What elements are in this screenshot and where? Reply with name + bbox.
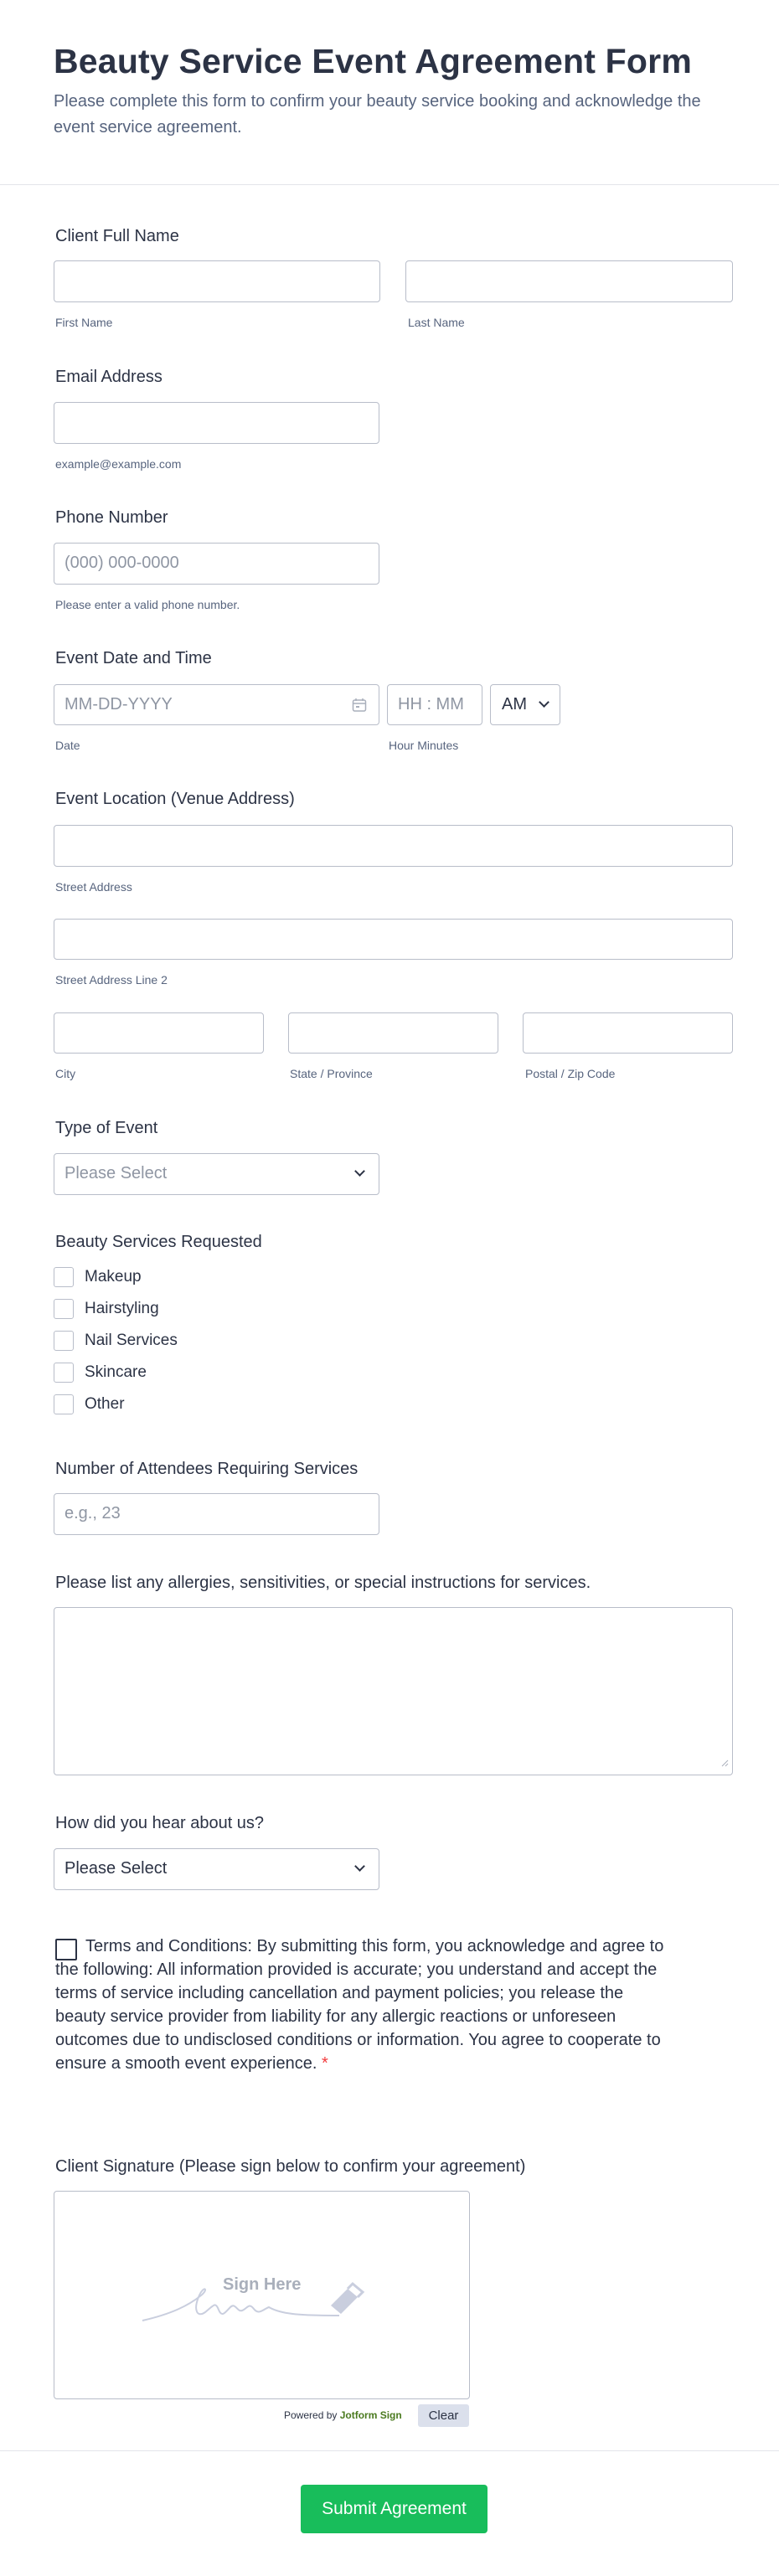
footer-divider bbox=[0, 2450, 779, 2451]
option-label-makeup: Makeup bbox=[85, 1268, 142, 1285]
postal-code-sublabel: Postal / Zip Code bbox=[525, 1067, 616, 1080]
phone-placeholder: (000) 000-0000 bbox=[64, 554, 179, 572]
option-label-other: Other bbox=[85, 1395, 125, 1413]
street-address-line2-sublabel: Street Address Line 2 bbox=[55, 973, 168, 987]
clear-signature-button[interactable]: Clear bbox=[418, 2404, 469, 2427]
option-label-hairstyling: Hairstyling bbox=[85, 1300, 159, 1317]
checkbox-other[interactable] bbox=[54, 1394, 74, 1414]
terms-text-block bbox=[55, 1935, 667, 2075]
checkbox-nail-services[interactable] bbox=[54, 1331, 74, 1351]
city-input[interactable] bbox=[54, 1012, 264, 1054]
date-placeholder: MM-DD-YYYY bbox=[64, 695, 173, 714]
email-input[interactable] bbox=[54, 402, 379, 444]
signature-label: Client Signature (Please sign below to confirm your agreement) bbox=[55, 2157, 526, 2176]
services-label: Beauty Services Requested bbox=[55, 1233, 262, 1251]
location-label: Event Location (Venue Address) bbox=[55, 790, 295, 808]
email-sublabel: example@example.com bbox=[55, 457, 182, 471]
checkbox-hairstyling[interactable] bbox=[54, 1299, 74, 1319]
option-label-skincare: Skincare bbox=[85, 1363, 147, 1381]
state-input[interactable] bbox=[288, 1012, 498, 1054]
referral-value: Please Select bbox=[64, 1859, 168, 1878]
form-title: Beauty Service Event Agreement Form bbox=[54, 42, 692, 80]
first-name-input[interactable] bbox=[54, 260, 380, 302]
time-placeholder: HH : MM bbox=[398, 695, 464, 714]
time-sublabel: Hour Minutes bbox=[389, 739, 459, 752]
terms-text: Terms and Conditions: By submitting this form, you acknowledge and agree to the following: All information provided is accurate; you understand and accept the terms of service including cancellation and payment policies; you release the beauty service provider from liability for any allergic reactions or unforeseen outcomes due to undisclosed conditions or information. You agree to cooperate to ensure a smooth event experience. bbox=[55, 1937, 664, 2073]
last-name-input[interactable] bbox=[405, 260, 733, 302]
form-subtitle: Please complete this form to confirm your beauty service booking and acknowledge the event service agreement. bbox=[54, 92, 701, 137]
checkbox-makeup[interactable] bbox=[54, 1267, 74, 1287]
referral-select[interactable] bbox=[54, 1848, 379, 1890]
required-asterisk: * bbox=[321, 2054, 328, 2073]
client-name-label: Client Full Name bbox=[55, 227, 179, 245]
city-sublabel: City bbox=[55, 1067, 76, 1080]
street-address-sublabel: Street Address bbox=[55, 880, 132, 894]
attendees-placeholder: e.g., 23 bbox=[64, 1504, 121, 1522]
event-type-placeholder: Please Select bbox=[64, 1164, 168, 1182]
event-datetime-label: Event Date and Time bbox=[55, 649, 212, 667]
allergies-textarea[interactable] bbox=[54, 1607, 733, 1775]
sign-here-placeholder: Sign Here bbox=[223, 2275, 302, 2294]
chevron-down-icon bbox=[354, 1166, 365, 1177]
state-sublabel: State / Province bbox=[290, 1067, 373, 1080]
event-date-input[interactable] bbox=[54, 684, 379, 725]
option-label-nail-services: Nail Services bbox=[85, 1332, 178, 1349]
event-time-input[interactable] bbox=[387, 684, 482, 725]
phone-sublabel: Please enter a valid phone number. bbox=[55, 598, 240, 611]
phone-label: Phone Number bbox=[55, 508, 168, 527]
jotform-sign-brand[interactable]: Jotform Sign bbox=[339, 2409, 402, 2421]
first-name-sublabel: First Name bbox=[55, 316, 113, 329]
postal-code-input[interactable] bbox=[523, 1012, 733, 1054]
calendar-icon[interactable] bbox=[352, 698, 367, 717]
attendees-input[interactable] bbox=[54, 1493, 379, 1535]
event-type-label: Type of Event bbox=[55, 1119, 158, 1137]
powered-by-label: Powered by bbox=[284, 2409, 338, 2421]
chevron-down-icon bbox=[539, 697, 549, 708]
phone-input[interactable] bbox=[54, 543, 379, 585]
street-address-input[interactable] bbox=[54, 825, 733, 867]
chevron-down-icon bbox=[354, 1861, 365, 1872]
attendees-label: Number of Attendees Requiring Services bbox=[55, 1460, 359, 1478]
checkbox-skincare[interactable] bbox=[54, 1363, 74, 1383]
submit-agreement-button[interactable]: Submit Agreement bbox=[301, 2485, 488, 2533]
powered-by-text bbox=[284, 2409, 402, 2421]
resize-handle-icon[interactable] bbox=[720, 1756, 729, 1771]
event-type-select[interactable] bbox=[54, 1153, 379, 1195]
signature-pad[interactable] bbox=[54, 2191, 470, 2399]
allergies-label: Please list any allergies, sensitivities, or special instructions for services. bbox=[55, 1574, 591, 1592]
referral-label: How did you hear about us? bbox=[55, 1814, 265, 1832]
last-name-sublabel: Last Name bbox=[408, 316, 465, 329]
header-divider bbox=[0, 184, 779, 185]
street-address-line2-input[interactable] bbox=[54, 919, 733, 960]
ampm-value: AM bbox=[502, 695, 527, 714]
ampm-select[interactable] bbox=[490, 684, 560, 725]
email-label: Email Address bbox=[55, 368, 163, 386]
date-sublabel: Date bbox=[55, 739, 80, 752]
